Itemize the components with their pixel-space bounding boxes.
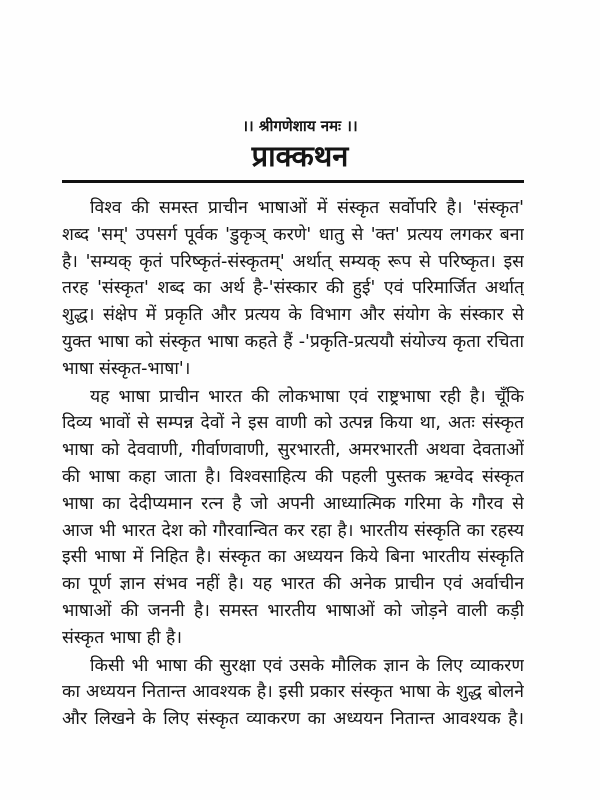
text-line: विश्व की समस्त प्राचीन भाषाओं में संस्कृत सर्वोपरि है। 'संस्कृत' [90,198,524,218]
text-line: संस्कृत भाषा ही है। [62,627,182,648]
text-line: आज भी भारत देश को गौरवान्वित कर रहा है। भारतीय संस्कृति का रहस्य [62,520,524,541]
document-body [62,195,524,734]
text-line: तरह 'संस्कृत' शब्द का अर्थ है-'संस्कार की हुई' एवं परिमार्जित अर्थात् [62,278,524,299]
invocation-heading: ।। श्रीगणेशाय नमः ।। [242,117,358,135]
text-line: का पूर्ण ज्ञान संभव नहीं है। यह भारत की अनेक प्राचीन एवं अर्वाचीन [62,574,524,595]
paragraph-3 [62,653,524,733]
text-line: इसी भाषा में निहित है। संस्कृत का अध्ययन किये बिना भारतीय संस्कृति [62,547,524,568]
text-line: भाषाओं की जननी है। समस्त भारतीय भाषाओं को जोड़ने वाली कड़ी [62,600,524,621]
text-line: की भाषा कहा जाता है। विश्वसाहित्य की पहली पुस्तक ऋग्वेद संस्कृत [62,466,524,487]
text-line: दिव्य भावों से सम्पन्न देवों ने इस वाणी को उत्पन्न किया था, अतः संस्कृत [62,413,524,434]
text-line: भाषा संस्कृत-भाषा'। [62,358,191,379]
text-line: किसी भी भाषा की सुरक्षा एवं उसके मौलिक ज्ञान के लिए व्याकरण [90,655,524,676]
text-line: युक्त भाषा को संस्कृत भाषा कहते हैं -'प्रकृति-प्रत्ययौ संयोज्य कृता रचिता [62,331,524,352]
text-line: शब्द 'सम्' उपसर्ग पूर्वक 'डुकृञ् करणे' धातु से 'क्त' प्रत्यय लगकर बना [62,224,524,245]
text-line: का अध्ययन नितान्त आवश्यक है। इसी प्रकार संस्कृत भाषा के शुद्ध बोलने [62,682,524,703]
text-line: भाषा का देदीप्यमान रत्न है जो अपनी आध्यात्मिक गरिमा के गौरव से [62,493,524,514]
title-rule-divider [62,180,524,183]
paragraph-1 [62,195,524,383]
page-title: प्राक्कथन [251,139,349,173]
text-line: यह भाषा प्राचीन भारत की लोकभाषा एवं राष्ट्रभाषा रही है। चूँकि [90,386,524,407]
paragraph-2 [62,384,524,652]
text-line: है। 'सम्यक् कृतं परिष्कृतं-संस्कृतम्' अर्थात् सम्यक् रूप से परिष्कृत। इस [62,251,524,272]
text-line: और लिखने के लिए संस्कृत व्याकरण का अध्ययन नितान्त आवश्यक है। [62,709,524,730]
text-line: शुद्ध। संक्षेप में प्रकृति और प्रत्यय के विभाग और संयोग के संस्कार से [62,305,524,326]
text-line: भाषा को देववाणी, गीर्वाणवाणी, सुरभारती, अमरभारती अथवा देवताओं [62,440,524,461]
